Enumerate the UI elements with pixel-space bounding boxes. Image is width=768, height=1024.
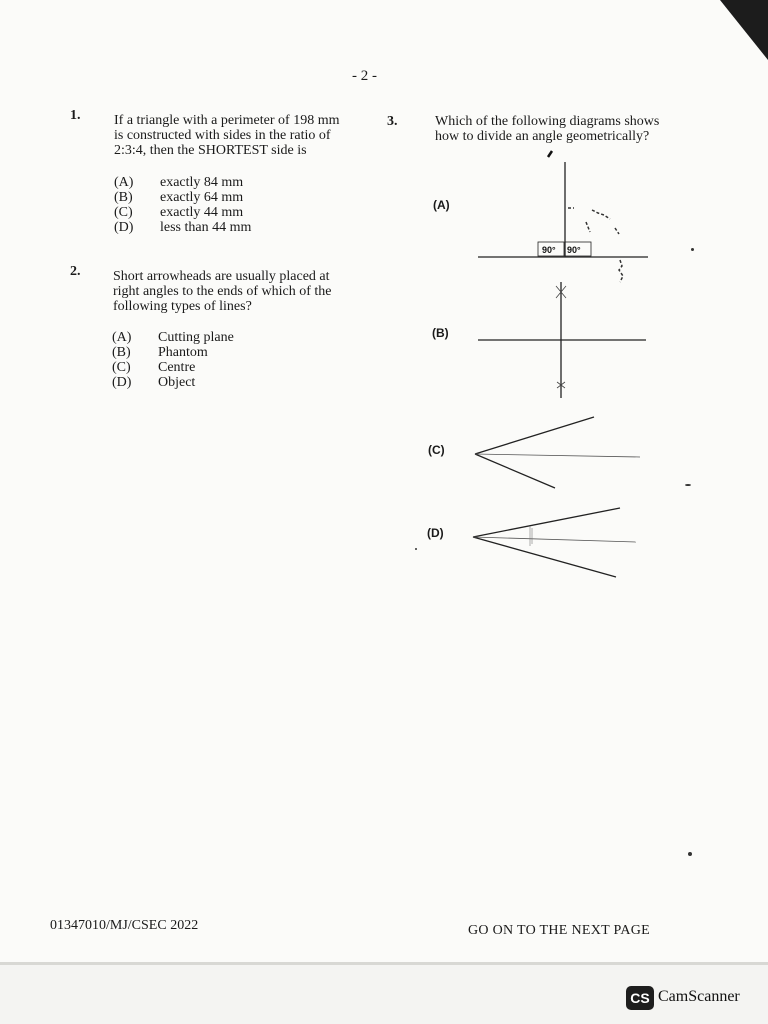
page-bottom-edge	[0, 962, 768, 965]
exam-code: 01347010/MJ/CSEC 2022	[50, 918, 199, 933]
diagram-c-lower-arm	[475, 454, 555, 488]
camscanner-label: CamScanner	[658, 988, 740, 1005]
question-2-line: following types of lines?	[113, 299, 252, 314]
scan-speck	[691, 248, 694, 251]
diagram-d-lower-arm	[473, 537, 616, 577]
diagram-c	[470, 414, 650, 494]
diagram-c-label: (C)	[428, 443, 445, 457]
diagram-d	[470, 504, 650, 584]
diagram-d-label: (D)	[427, 526, 444, 540]
scan-speck	[685, 484, 691, 486]
angle-mark-left: 90°	[542, 245, 556, 255]
question-1-line: 2:3:4, then the SHORTEST side is	[114, 143, 307, 158]
question-2-number: 2.	[70, 264, 81, 279]
question-1-text	[114, 113, 339, 158]
diagram-b	[470, 278, 660, 403]
page-number: - 2 -	[352, 68, 377, 84]
diagram-c-bisector	[475, 454, 640, 457]
question-1-options	[114, 175, 251, 235]
question-3-line: Which of the following diagrams shows	[435, 114, 660, 129]
question-2-options	[112, 330, 234, 390]
option-c: (C) Centre	[112, 360, 196, 375]
question-3-text	[435, 114, 659, 144]
diagram-d-upper-arm	[473, 508, 620, 537]
question-1-number: 1.	[70, 108, 81, 123]
option-a: (A) Cutting plane	[112, 330, 234, 345]
question-2-line: Short arrowheads are usually placed at	[113, 269, 330, 284]
question-3-number: 3.	[387, 114, 398, 129]
question-1-line: is constructed with sides in the ratio of	[114, 128, 331, 143]
page-corner-shadow	[720, 0, 768, 60]
camscanner-logo-icon: CS	[626, 986, 654, 1010]
diagram-c-upper-arm	[475, 417, 594, 454]
go-on-notice: GO ON TO THE NEXT PAGE	[468, 923, 651, 938]
option-a: (A) exactly 84 mm	[114, 175, 244, 190]
option-b: (B) Phantom	[112, 345, 208, 360]
diagram-b-label: (B)	[432, 326, 449, 340]
option-b: (B) exactly 64 mm	[114, 190, 244, 205]
scan-speck	[688, 852, 692, 856]
diagram-d-arc-marks	[530, 526, 532, 546]
question-2-line: right angles to the ends of which of the	[113, 284, 332, 299]
option-c: (C) exactly 44 mm	[114, 205, 244, 220]
diagram-d-bisector	[473, 537, 636, 542]
question-2-text	[113, 269, 332, 314]
diagram-a-label: (A)	[433, 198, 450, 212]
angle-mark-right: 90°	[567, 245, 581, 255]
option-d: (D) less than 44 mm	[114, 220, 252, 235]
pen-mark	[548, 151, 552, 157]
question-1-line: If a triangle with a perimeter of 198 mm	[114, 113, 340, 128]
question-3-line: how to divide an angle geometrically?	[435, 129, 650, 144]
option-d: (D) Object	[112, 375, 196, 390]
scan-speck	[415, 548, 417, 550]
